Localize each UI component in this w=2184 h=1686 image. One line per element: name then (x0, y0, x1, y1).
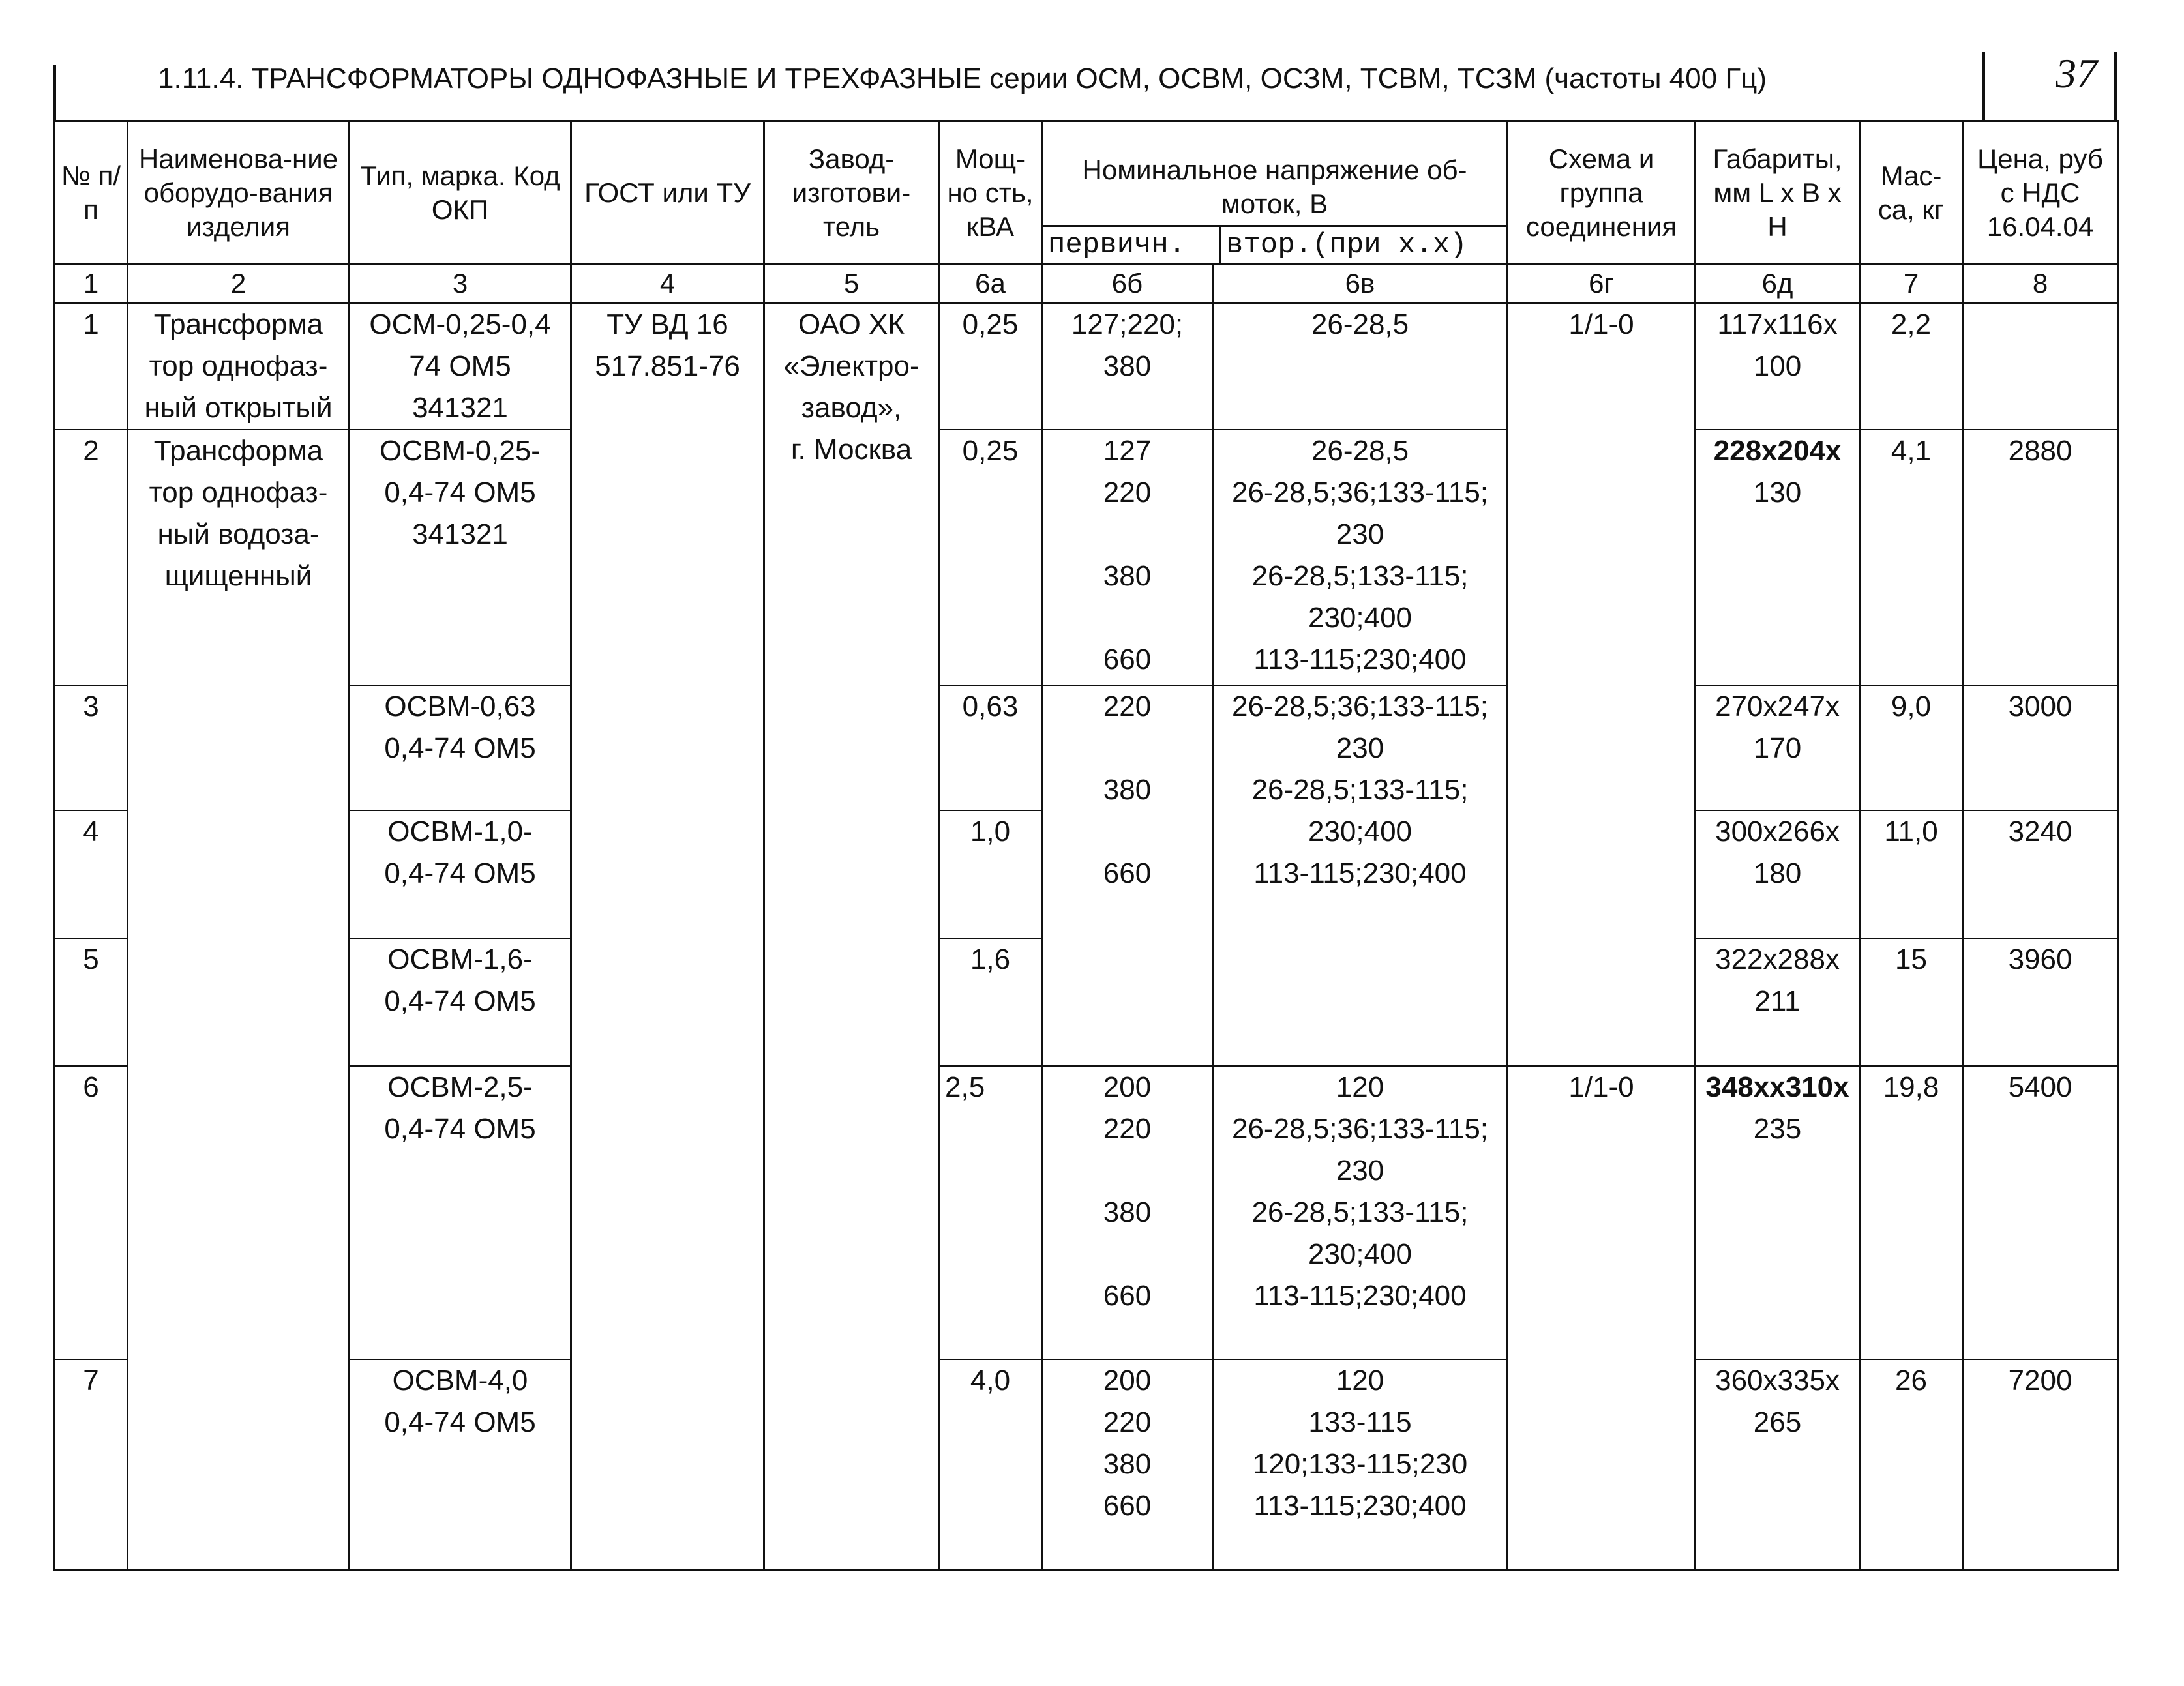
colnum-6d: 6д (1696, 265, 1860, 303)
title-row (53, 50, 2117, 121)
row2-num: 2 (55, 430, 128, 685)
row7-primary: 200 220 380 660 (1042, 1359, 1213, 1569)
transformer-table (53, 120, 2119, 1571)
row3-price: 3000 (1963, 685, 2118, 810)
row6-price: 5400 (1963, 1066, 2118, 1359)
table-row (55, 303, 2118, 430)
row2-secondary: 26-28,5 26-28,5;36;133-115; 230 26-28,5;133-115; 230;400 113-115;230;400 (1213, 430, 1508, 685)
row3-dims: 270x247x 170 (1696, 685, 1860, 810)
row7-num: 7 (55, 1359, 128, 1569)
voltage-title: Номинальное напряжение об-моток, В (1082, 155, 1467, 219)
colnum-1: 1 (55, 265, 128, 303)
row5-mass: 15 (1860, 938, 1963, 1066)
table-row (55, 685, 2118, 810)
colnum-6v: 6в (1213, 265, 1508, 303)
row1-scheme: 1/1-0 (1508, 303, 1696, 430)
row4-dims: 300x266x 180 (1696, 810, 1860, 938)
row6-power: 2,5 (939, 1066, 1042, 1359)
row2-price: 2880 (1963, 430, 2118, 685)
row1-dims: 117x116x 100 (1696, 303, 1860, 430)
row3-power: 0,63 (939, 685, 1042, 810)
col-header-num: № п/п (55, 121, 128, 265)
row4-type: ОСВМ-1,0- 0,4-74 ОМ5 (350, 810, 571, 938)
row1-power: 0,25 (939, 303, 1042, 430)
row1-primary: 127;220; 380 (1042, 303, 1213, 430)
colnum-6a: 6а (939, 265, 1042, 303)
col-header-dims: Габариты, мм L x B x H (1696, 121, 1860, 265)
row6-num: 6 (55, 1066, 128, 1359)
row5-num: 5 (55, 938, 128, 1066)
table-row (55, 430, 2118, 685)
page-title: 1.11.4. ТРАНСФОРМАТОРЫ ОДНОФАЗНЫЕ И ТРЕХФАЗНЫЕ серии ОСМ, ОСВМ, ОСЗМ, ТСВМ, ТСЗМ (частоты 400 Гц) (158, 63, 1767, 95)
row4-price: 3240 (1963, 810, 2118, 938)
gost-cell: ТУ ВД 16 517.851-76 (571, 303, 764, 1570)
row1-mass: 2,2 (1860, 303, 1963, 430)
colnum-4: 4 (571, 265, 764, 303)
column-number-row (55, 265, 2118, 303)
colnum-2: 2 (128, 265, 350, 303)
col-header-gost: ГОСТ или ТУ (571, 121, 764, 265)
row2-type: ОСВМ-0,25- 0,4-74 ОМ5 341321 (350, 430, 571, 685)
row1-price (1963, 303, 2118, 430)
row2-primary: 127 220 380 660 (1042, 430, 1213, 685)
group-3-5-secondary: 26-28,5;36;133-115; 230 26-28,5;133-115; 230;400 113-115;230;400 (1213, 685, 1508, 1066)
row6-type: ОСВМ-2,5- 0,4-74 ОМ5 (350, 1066, 571, 1359)
col-header-power: Мощ-но сть, кВА (939, 121, 1042, 265)
row4-power: 1,0 (939, 810, 1042, 938)
scheme-group-2-5 (1508, 430, 1696, 1066)
header-row (55, 121, 2118, 265)
colnum-5: 5 (764, 265, 939, 303)
row3-mass: 9,0 (1860, 685, 1963, 810)
row5-dims: 322x288x 211 (1696, 938, 1860, 1066)
colnum-7: 7 (1860, 265, 1963, 303)
row6-scheme: 1/1-0 (1508, 1066, 1696, 1569)
row7-price: 7200 (1963, 1359, 2118, 1569)
row5-price: 3960 (1963, 938, 2118, 1066)
row3-type: ОСВМ-0,63 0,4-74 ОМ5 (350, 685, 571, 810)
row1-num: 1 (55, 303, 128, 430)
colnum-3: 3 (350, 265, 571, 303)
col-header-type: Тип, марка. Код ОКП (350, 121, 571, 265)
row2-name: Трансформа тор однофаз- ный водоза- щищенный (128, 430, 350, 1569)
row4-num: 4 (55, 810, 128, 938)
row1-secondary: 26-28,5 (1213, 303, 1508, 430)
row1-type: ОСМ-0,25-0,4 74 ОМ5 341321 (350, 303, 571, 430)
maker-cell: ОАО ХК «Электро- завод», г. Москва (764, 303, 939, 1570)
row6-dims: 348xx310x 235 (1696, 1066, 1860, 1359)
row3-num: 3 (55, 685, 128, 810)
col-header-price: Цена, руб с НДС 16.04.04 (1963, 121, 2118, 265)
colnum-8: 8 (1963, 265, 2118, 303)
col-header-primary: первичн. (1043, 227, 1221, 263)
col-header-secondary: втор.(при х.х) (1226, 229, 1467, 261)
row1-name: Трансформа тор однофаз- ный открытый (128, 303, 350, 430)
group-3-5-primary: 220 380 660 (1042, 685, 1213, 1066)
col-header-voltage (1042, 121, 1508, 265)
row4-mass: 11,0 (1860, 810, 1963, 938)
table-row (55, 1066, 2118, 1359)
page-number: 37 (2056, 50, 2097, 96)
colnum-6g: 6г (1508, 265, 1696, 303)
row6-secondary: 120 26-28,5;36;133-115; 230 26-28,5;133-115; 230;400 113-115;230;400 (1213, 1066, 1508, 1359)
row7-secondary: 120 133-115 120;133-115;230 113-115;230;400 (1213, 1359, 1508, 1569)
row2-dims: 228x204x 130 (1696, 430, 1860, 685)
col-header-mass: Мас-са, кг (1860, 121, 1963, 265)
col-header-maker: Завод-изготови-тель (764, 121, 939, 265)
row6-primary: 200 220 380 660 (1042, 1066, 1213, 1359)
row7-dims: 360x335x 265 (1696, 1359, 1860, 1569)
row2-mass: 4,1 (1860, 430, 1963, 685)
col-header-name: Наименова-ние оборудо-вания изделия (128, 121, 350, 265)
row2-power: 0,25 (939, 430, 1042, 685)
row6-mass: 19,8 (1860, 1066, 1963, 1359)
row5-power: 1,6 (939, 938, 1042, 1066)
row7-mass: 26 (1860, 1359, 1963, 1569)
table-row (55, 1359, 2118, 1569)
row5-type: ОСВМ-1,6- 0,4-74 ОМ5 (350, 938, 571, 1066)
col-header-scheme: Схема и группа соединения (1508, 121, 1696, 265)
row7-power: 4,0 (939, 1359, 1042, 1569)
colnum-6b: 6б (1042, 265, 1213, 303)
row7-type: ОСВМ-4,0 0,4-74 ОМ5 (350, 1359, 571, 1569)
